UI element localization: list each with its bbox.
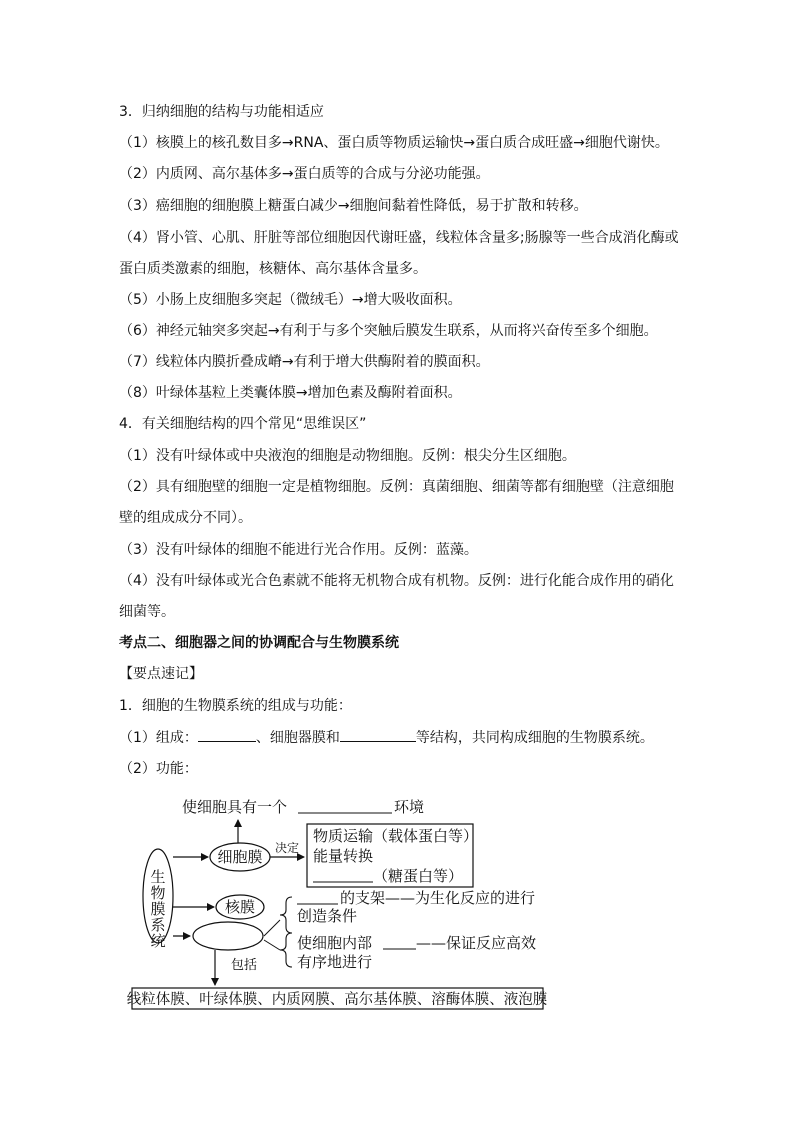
system-label-char: 物 [150, 884, 166, 902]
function-label: （2）功能： [119, 761, 198, 777]
box-energy: 能量转换 [313, 847, 374, 865]
brace-link [264, 940, 280, 950]
section3-item: （1）核膜上的核孔数目多→RNA、蛋白质等物质运输快→蛋白质合成旺盛→细胞代谢快。 [119, 135, 669, 151]
section4-item: 壁的组成成分不同）。 [119, 510, 252, 526]
brace [280, 897, 292, 933]
decide-label: 决定 [274, 841, 300, 855]
brace-link [264, 920, 280, 936]
organelle-membrane-ellipse[interactable] [193, 922, 263, 950]
system-label-char: 系 [150, 916, 166, 934]
kaodian-sub1: 1．细胞的生物膜系统的组成与功能： [119, 698, 352, 714]
system-label-char: 生 [150, 868, 166, 886]
section3-item: （4）肾小管、心肌、肝脏等部位细胞因代谢旺盛，线粒体含量多;肠腺等一些合成消化酶或 [119, 230, 679, 246]
section3-item: （7）线粒体内膜折叠成嵴→有利于增大供酶附着的膜面积。 [119, 354, 490, 370]
system-label-char: 统 [150, 932, 166, 950]
inner-suffix: ——保证反应高效 [416, 934, 537, 952]
section4-title: 4．有关细胞结构的四个常见“思维误区” [119, 416, 367, 432]
environment-prefix: 使细胞具有一个 [182, 798, 288, 816]
cell-membrane-label: 细胞膜 [217, 848, 263, 866]
environment-suffix: 环境 [394, 798, 425, 816]
section3-item: （8）叶绿体基粒上类囊体膜→增加色素及酶附着面积。 [119, 385, 462, 401]
box-transport: 物质运输（载体蛋白等） [313, 827, 479, 845]
section3-item: （2）内质网、高尔基体多→蛋白质等的合成与分泌功能强。 [119, 166, 490, 182]
brace [280, 933, 292, 967]
section4-item: （3）没有叶绿体的细胞不能进行光合作用。反例：蓝藻。 [119, 542, 478, 558]
section4-item: （4）没有叶绿体或光合色素就不能将无机物合成有机物。反例：进行化能合成作用的硝化 [119, 573, 674, 589]
kaodian-tag: 【要点速记】 [119, 666, 203, 682]
inner-line2: 有序地进行 [297, 953, 373, 971]
kaodian-heading: 考点二、细胞器之间的协调配合与生物膜系统 [119, 635, 399, 651]
box-glycoprotein: （糖蛋白等） [373, 867, 464, 885]
section3-title: 3．归纳细胞的结构与功能相适应 [119, 104, 324, 120]
section3-item: 蛋白质类激素的细胞，核糖体、高尔基体含量多。 [119, 261, 427, 277]
section3-item: （3）癌细胞的细胞膜上糖蛋白减少→细胞间黏着性降低，易于扩散和转移。 [119, 198, 588, 214]
include-label: 包括 [231, 958, 258, 973]
section4-item: （1）没有叶绿体或中央液泡的细胞是动物细胞。反例：根尖分生区细胞。 [119, 448, 576, 464]
nuclear-membrane-label: 核膜 [224, 898, 256, 916]
support-text: 的支架——为生化反应的进行 [340, 889, 536, 907]
section4-item: （2）具有细胞壁的细胞一定是植物细胞。反例：真菌细胞、细菌等都有细胞壁（注意细胞 [119, 479, 674, 495]
organelles-list: 线粒体膜、叶绿体膜、内质网膜、高尔基体膜、溶酶体膜、液泡膜 [126, 992, 548, 1008]
composition-prefix: （1）组成： [119, 730, 198, 746]
system-label-char: 膜 [150, 900, 166, 918]
support-line2: 创造条件 [297, 907, 358, 925]
composition-mid: 、细胞器膜和 [255, 730, 340, 746]
section3-item: （5）小肠上皮细胞多突起（微绒毛）→增大吸收面积。 [119, 292, 462, 308]
section4-item: 细菌等。 [119, 604, 175, 620]
inner-prefix: 使细胞内部 [297, 934, 373, 952]
section3-item: （6）神经元轴突多突起→有利于与多个突触后膜发生联系，从而将兴奋传至多个细胞。 [119, 323, 658, 339]
composition-suffix: 等结构，共同构成细胞的生物膜系统。 [415, 730, 654, 746]
